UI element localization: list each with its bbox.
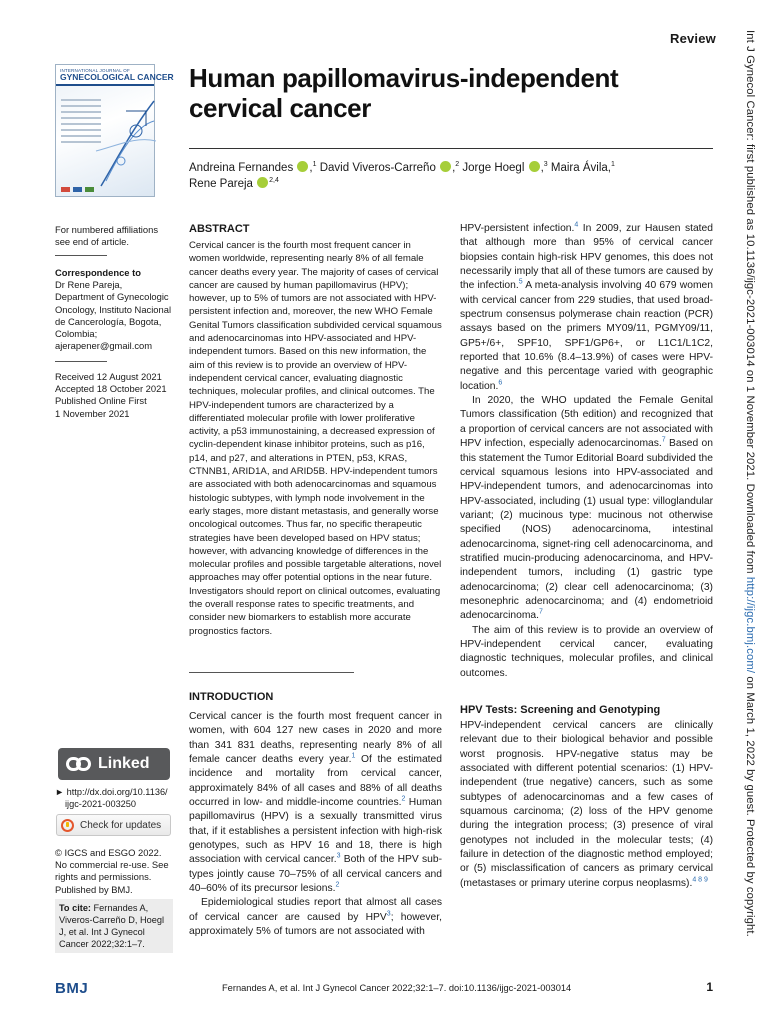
author-list: Andreina Fernandes ,$^1$ David Viveros-Carreño ,$^2$ Jorge Hoegl ,$^3$ Maira Ávila,$^1$ Rene Pareja $^{2,4}$ [189,161,615,190]
link-icon [66,757,92,771]
abstract-section [189,222,442,638]
bmj-logo: BMJ [55,980,89,997]
cover-contents-lines [61,99,101,147]
citation-link[interactable]: 3 [336,853,341,861]
linked-label: Linked [98,755,150,772]
author-affiliation: 1 [611,161,615,169]
citation-link[interactable]: 2 [401,795,406,803]
author-name[interactable]: Jorge Hoegl [462,162,525,174]
author-affiliation: 2 [455,161,460,169]
cover-masthead [56,65,174,86]
cite-text: Fernandes A, Viveros-Carreño D, Hoegl J, et al. Int J Gynecol Cancer 2022;32:1–7. [59,903,165,950]
intro-paragraph-1: Cervical cancer is the fourth most frequent cancer in women, with 604 127 new cases in 2020 and more than 341 831 deaths, representing nearly 8% of all female cancer deaths every year.$^1$ Of the estimated incidence and mortality from cervical cancer, approximately 84% of all cases and 88% of all deaths occurred in low- and middle-income countries.$^2$ Human papillomavirus (HPV) is a sexually transmitted virus that, if it establishes a persistent infection with high-risk genotypes, such as HPV 16 and 18, there is high association with cervical cancer.$^3$ Both of the HPV sub-types jointly cause 70–75% of all cervical cancers and 40–60% of its precursor lesions.$^2$ [189,711,443,895]
abstract-heading: ABSTRACT [189,223,250,235]
subsection-heading: HPV Tests: Screening and Genotyping [460,704,661,716]
doi-line1: ► http://dx.doi.org/10.1136/ [55,787,168,797]
cover-journal-line2: GYNECOLOGICAL CANCER [60,72,174,82]
orcid-icon[interactable] [257,177,268,188]
cover-publisher-logos [61,187,94,192]
author-affiliation: 1 [312,161,317,169]
orcid-icon[interactable] [529,161,540,172]
affiliations-note: For numbered affiliations see end of article. [55,224,159,248]
introduction-heading: INTRODUCTION [189,691,274,703]
body-paragraph: HPV-persistent infection.$^4$ In 2009, zur Hausen stated that although more than 95% of cervical cancer biopsies contain high-risk HPV genomes, this does not necessarily imply that all of these tumors are caused by the infection.$^5$ A meta-analysis involving 40 679 women with cervical cancer from 229 studies, that used broad-spectrum consensus polymerase chain reaction (PCR) assays based on the primers MY09/11, PGMY09/11, GP5+/6+, SPF10, SPF1/GP6+, or L1C1/L1C2, reported that 10.6% (8.4–13.9%) of cases were HPV-negative and this percentage varied with geographic location.$^6$ [460,221,713,392]
section-label: Review [669,31,716,46]
correspondence-label: Correspondence to [55,267,141,278]
orcid-icon[interactable] [440,161,451,172]
correspondence-body: Dr Rene Pareja, Department of Gynecologic Oncology, Instituto Nacional de Cancerología, Bogota, Colombia; ajerapener@gmail.com [55,279,172,352]
crossmark-icon [61,819,74,832]
introduction-section [189,690,442,940]
journal-cover-image [55,64,174,197]
abstract-divider [189,672,354,673]
cite-box [55,899,173,953]
cover-artwork-icon [96,91,156,191]
author-name[interactable]: Andreina Fernandes [189,162,294,174]
published-date: 1 November 2021 [55,407,130,419]
author-affiliation: 2,4 [269,177,279,185]
download-notice: Int J Gynecol Cancer: first published as 10.1136/ijgc-2021-003014 on 1 November 2021. Downloaded from http://ijgc.bmj.com/ on March 1, 2022 by guest. Protected by copyright. [744,30,756,937]
citation-link[interactable]: 4 8 9 [692,876,708,884]
page-number: 1 [706,980,713,994]
linked-button[interactable] [58,748,170,780]
doi-line2: ijgc-2021-003250 [65,799,137,809]
abstract-text: Cervical cancer is the fourth most frequent cancer in women worldwide, representing nearly 8% of all female cancer deaths every year. The majority of cases of cervical cancer are caused by human papillomavirus (HPV); however, up to 5% of tumors are not associated with HPV-persistent infection and, moreover, the new WHO Female Genital Tumors classification subdivided cervical squamous and adenocarcinomas into HPV-associated and HPV-independent tumors. Based on this new information, the aim of this review is to provide an overview of HPV-independent cervical cancer, evaluating diagnostic techniques, molecular profiles, and clinical outcomes. The HPV-independent tumors are characterized by a differentiated molecular profile with lower proliferative activity, a p53 immunostaining, a decreased expression of cyclin-dependent kinase inhibitor proteins, such as p16, p14, and p27, and alterations in PTEN, p53, KRAS, CTNNB1, ARID1A, and ARID5B. HPV-independent tumors are associated with both adenocarcinomas and squamous histologic subtypes, with lymph node involvement in the early stages, more distant metastasis, and generally worse oncological outcomes. Thus far, no specific therapeutic strategies have been developed based on HPV status; however, with advancing knowledge of differences in the molecular profiles and possible targetable alterations, novel approaches may offer potential options in the near future. Investigators should report on clinical outcomes, evaluating the overall response rates to specific treatments, and consider new biomarkers to establish more accurate prognostics factors. [189,240,442,637]
citation-link[interactable]: 5 [518,278,523,286]
citation-link[interactable]: 4 [574,221,579,229]
citation-link[interactable]: 6 [498,379,503,387]
orcid-icon[interactable] [297,161,308,172]
author-name[interactable]: Rene Pareja [189,178,253,190]
accepted-date: Accepted 18 October 2021 [55,383,167,395]
linked-doi-link[interactable] [55,786,173,810]
check-updates-label: Check for updates [80,819,162,831]
cite-label: To cite: [59,903,91,913]
body-paragraph: The aim of this review is to provide an overview of HPV-independent cervical cancer, evaluating diagnostic techniques, molecular profiles, and clinical outcomes. [460,624,713,679]
check-for-updates-button[interactable] [56,814,171,836]
citation-link[interactable]: 7 [539,608,543,616]
author-affiliation: 3 [543,161,548,169]
citation-link[interactable]: 7 [661,436,666,444]
right-column [460,222,713,891]
intro-paragraph-2: Epidemiological studies report that almost all cases of cervical cancer are caused by HPV$^3$; however, approximately 5% of tumors are not associated with [189,897,442,938]
sidebar-divider [55,361,107,362]
received-date: Received 12 August 2021 [55,371,162,382]
copyright-notice: © IGCS and ESGO 2022. No commercial re-use. See rights and permissions. Published by BMJ. [55,847,169,895]
published-label: Published Online First [55,395,147,407]
article-dates [55,371,173,420]
citation-link[interactable]: 1 [351,752,356,760]
journal-site-link[interactable]: http://ijgc.bmj.com/ [744,576,756,674]
article-title: Human papillomavirus-independent cervical cancer [189,63,619,123]
sidebar-divider [55,255,107,256]
title-divider [189,148,713,149]
citation-link[interactable]: 3 [386,910,391,918]
author-name[interactable]: Maira Ávila [550,162,608,174]
body-paragraph: HPV-independent cervical cancers are clinically relevant due to their biological behavior and possible worst prognosis. HPV-negative status may be associated with different potential scenarios: (1) HPV-independent (true negative) cancers, such as some subtypes of adenocarcinomas and a few cases of squamous carcinoma; (2) loss of the HPV genome during the integration process; (3) presence of viral genotypes not included in the molecular tests; (4) failure in detection of the diagnostic method employed; or (5) misclassification of cancers as primary cervical (metastases or primary uterine corpus neoplasms).$^{4 8 9}$ [460,720,713,889]
footer-citation: Fernandes A, et al. Int J Gynecol Cancer 2022;32:1–7. doi:10.1136/ijgc-2021-003014 [222,983,572,993]
body-paragraph: In 2020, the WHO updated the Female Genital Tumors classification (5th edition) and recognized that a proportion of cervical cancers are not associated with HPV infection, especially adenocarcinomas.$^7$ Based on this statement the Tumor Editorial Board subdivided the cervical squamous lesions into HPV-associated and HPV-independent tumors, and adenocarcinomas into HPV-associated, including (1) usual type: villoglandular variant; (2) mucinous type: mucinous not otherwise specified (NOS) adenocarcinoma, intestinal adenocarcinoma, signet-ring cell adenocarcinoma, and stratified mucin-producing adenocarcinoma, and HPV-independent tumors, including (1) gastric type adenocarcinoma; (2) clear cell adenocarcinoma; (3) mesonephric adenocarcinoma; and (4) endometrioid adenocarcinoma.$^7$ [460,395,713,622]
correspondence-block [55,267,173,352]
cover-journal-line1: INTERNATIONAL JOURNAL OF [60,68,130,73]
author-name[interactable]: David Viveros-Carreño [319,162,436,174]
citation-link[interactable]: 2 [335,881,340,889]
